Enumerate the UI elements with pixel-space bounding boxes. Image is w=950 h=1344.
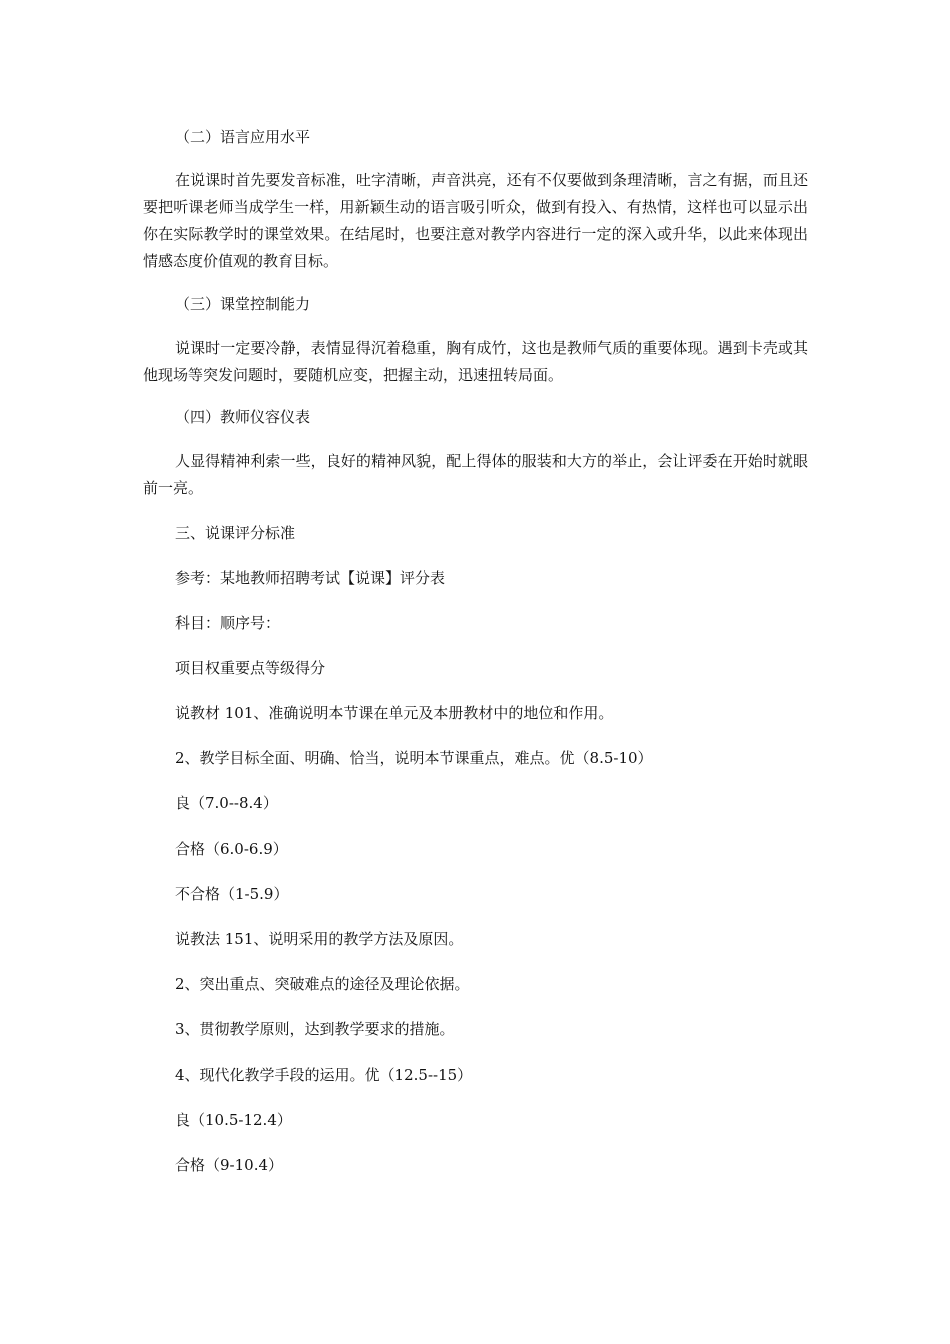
list-item: 合格（6.0-6.9） xyxy=(175,840,288,858)
subject-line: 科目：顺序号： xyxy=(175,614,281,632)
paragraph-classroom-control: 说课时一定要冷静，表情显得沉着稳重，胸有成竹，这也是教师气质的重要体现。遇到卡壳或其他现场等突发问题时，要随机应变，把握主动，迅速扭转局面。 xyxy=(143,339,808,384)
heading-classroom-control: （三）课堂控制能力 xyxy=(175,295,311,313)
list-item: 3、贯彻教学原则，达到教学要求的措施。 xyxy=(175,1020,455,1038)
list-item: 4、现代化教学手段的运用。优（12.5--15） xyxy=(175,1066,473,1084)
table-header-line: 项目权重要点等级得分 xyxy=(175,659,326,677)
list-item: 合格（9-10.4） xyxy=(175,1156,284,1174)
paragraph-teacher-appearance: 人显得精神利索一些，良好的精神风貌，配上得体的服装和大方的举止，会让评委在开始时就眼前一亮。 xyxy=(143,452,808,497)
heading-teacher-appearance: （四）教师仪容仪表 xyxy=(175,408,311,426)
list-item: 说教法 151、说明采用的教学方法及原因。 xyxy=(175,930,464,948)
list-item: 良（7.0--8.4） xyxy=(175,794,278,812)
list-item: 不合格（1-5.9） xyxy=(175,885,289,903)
list-item: 2、突出重点、突破难点的途径及理论依据。 xyxy=(175,975,470,993)
heading-language-skill: （二）语言应用水平 xyxy=(175,128,311,146)
list-item: 说教材 101、准确说明本节课在单元及本册教材中的地位和作用。 xyxy=(175,704,614,722)
reference-line: 参考：某地教师招聘考试【说课】评分表 xyxy=(175,569,446,587)
section-heading-scoring: 三、说课评分标准 xyxy=(175,524,296,542)
list-item: 良（10.5-12.4） xyxy=(175,1111,292,1129)
list-item: 2、教学目标全面、明确、恰当，说明本节课重点，难点。优（8.5-10） xyxy=(175,749,653,767)
paragraph-language-skill: 在说课时首先要发音标准，吐字清晰，声音洪亮，还有不仅要做到条理清晰，言之有据，而且还要把听课老师当成学生一样，用新颖生动的语言吸引听众，做到有投入、有热情，这样也可以显示出你在实际教学时的课堂效果。在结尾时，也要注意对教学内容进行一定的深入或升华，以此来体现出情感态度价值观的教育目标。 xyxy=(143,171,808,270)
